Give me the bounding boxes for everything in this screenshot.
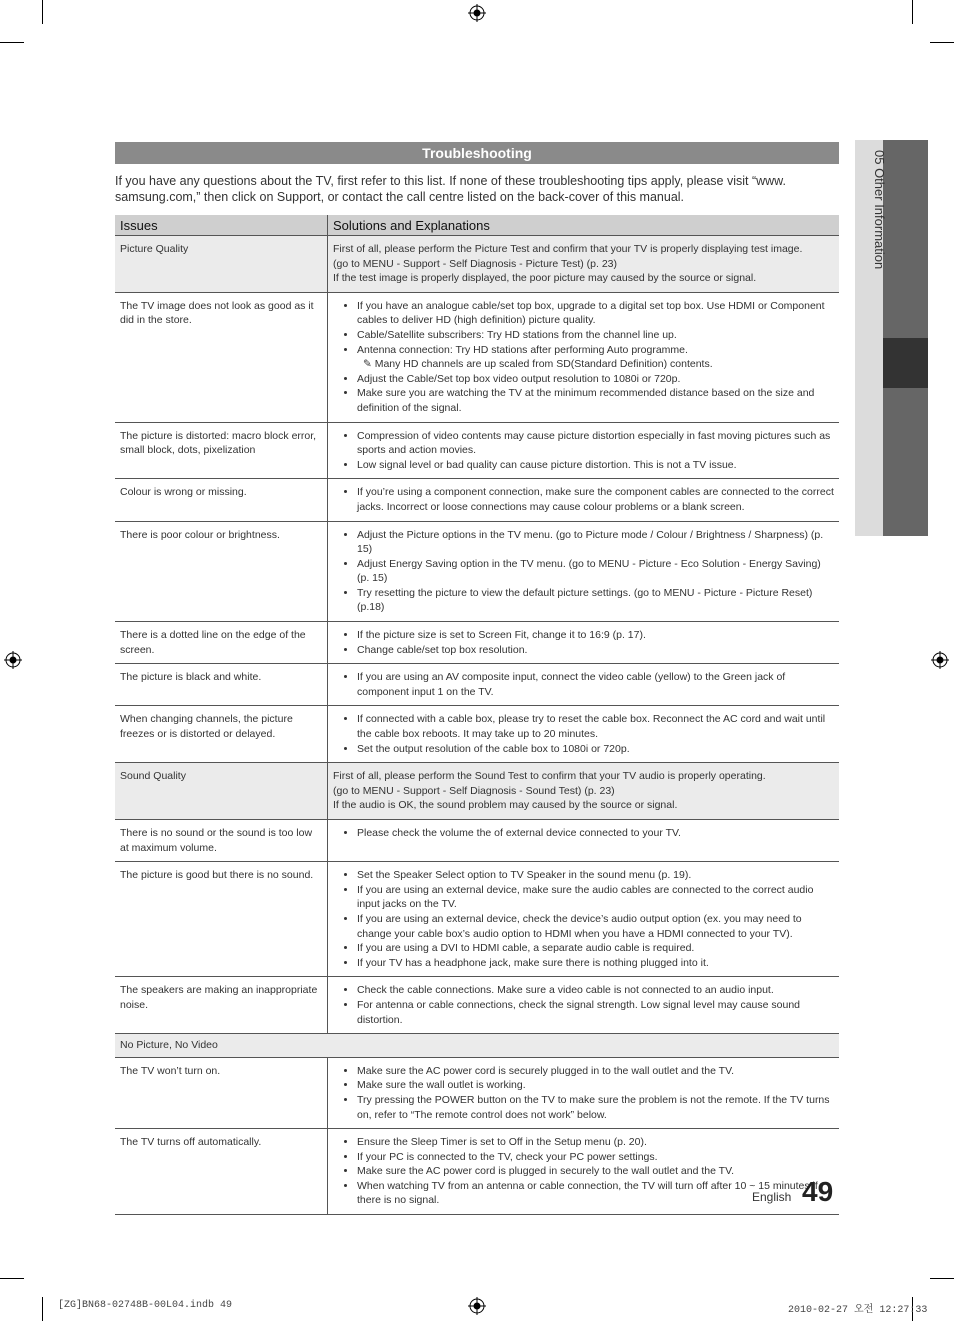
solution-item: • Adjust the Cable/Set top box video output resolution to 1080i or 720p.	[357, 372, 834, 387]
note-text: Many HD channels are up scaled from SD(Standard Definition) contents.	[374, 358, 713, 371]
solution-item: • Set the output resolution of the cable box to 1080i or 720p.	[357, 742, 834, 757]
solution-item: • Change cable/set top box resolution.	[357, 643, 834, 658]
issue-cell: The picture is black and white.	[115, 664, 328, 706]
table-row	[115, 236, 839, 293]
issue-cell: There is no sound or the sound is too low at maximum volume.	[115, 820, 328, 862]
solution-item: • For antenna or cable connections, check the signal strength. Low signal level may cause sound distortion.	[357, 998, 834, 1027]
issue-cell: There is poor colour or brightness.	[115, 521, 328, 622]
column-header-issues: Issues	[115, 215, 328, 236]
table-row	[115, 820, 839, 862]
crop-mark	[42, 0, 43, 24]
solution-item: • Make sure the AC power cord is plugged in securely to the wall outlet and the TV.	[357, 1164, 834, 1179]
solution-list	[333, 868, 834, 970]
issue-cell: There is a dotted line on the edge of the screen.	[115, 622, 328, 664]
crop-mark	[0, 1278, 24, 1279]
solution-line: (go to MENU - Support - Self Diagnosis - Picture Test) (p. 23)	[333, 257, 617, 270]
crop-mark	[42, 1297, 43, 1321]
solution-item: • Please check the volume the of external device connected to your TV.	[357, 826, 834, 841]
table-row	[115, 763, 839, 820]
solution-list	[333, 299, 834, 416]
crop-mark	[0, 42, 24, 43]
page-number: 49	[802, 1176, 834, 1207]
solution-cell	[328, 479, 840, 521]
registration-mark-icon	[931, 651, 949, 669]
solution-item: • If your PC is connected to the TV, check your PC power settings.	[357, 1150, 834, 1165]
issue-cell: The speakers are making an inappropriate noise.	[115, 977, 328, 1034]
solution-item: • Antenna connection: Try HD stations after performing Auto programme.	[357, 343, 834, 358]
registration-mark-icon	[4, 651, 22, 669]
issue-cell: The picture is distorted: macro block error, small block, dots, pixelization	[115, 422, 328, 479]
solution-item: • Compression of video contents may cause picture distortion especially in fast moving pictures such as sports and action movies.	[357, 429, 834, 458]
solution-item: • If you’re using a component connection, make sure the component cables are connected to the correct jacks. Incorrect or loose connections may cause colour problems or a blank screen.	[357, 485, 834, 514]
solution-cell	[328, 292, 840, 422]
solution-cell	[328, 236, 840, 293]
issue-cell: Picture Quality	[115, 236, 328, 293]
solution-item: • If you are using an AV composite input, connect the video cable (yellow) to the Green jack of component input 1 on the TV.	[357, 670, 834, 699]
solution-cell	[328, 664, 840, 706]
solution-item: • If you have an analogue cable/set top box, upgrade to a digital set top box. Use HDMI or Component cables to deliver HD (high definition) picture quality.	[357, 299, 834, 328]
solution-item: • Try pressing the POWER button on the TV to make sure the problem is not the remote. If the TV turns on, refer to “The remote control does not work” below.	[357, 1093, 834, 1122]
crop-mark	[912, 0, 913, 24]
solution-item: • If you are using an external device, make sure the audio cables are connected to the correct audio input jacks on the TV.	[357, 883, 834, 912]
issue-cell: The TV won’t turn on.	[115, 1057, 328, 1128]
solution-item: • If you are using a DVI to HDMI cable, a separate audio cable is required.	[357, 941, 834, 956]
table-row	[115, 706, 839, 763]
solution-item: • Check the cable connections. Make sure a video cable is not connected to an audio input.	[357, 983, 834, 998]
crop-mark	[930, 1278, 954, 1279]
table-row	[115, 1034, 839, 1058]
issue-cell: Colour is wrong or missing.	[115, 479, 328, 521]
print-slug-date: 2010-02-27 오전 12:27:33	[788, 1305, 928, 1316]
solution-cell	[328, 820, 840, 862]
solution-item: • When watching TV from an antenna or cable connection, the TV will turn off after 10 ~ 15 minutes if there is no signal.	[357, 1179, 834, 1208]
solution-cell	[328, 706, 840, 763]
column-header-solutions: Solutions and Explanations	[328, 215, 840, 236]
table-row	[115, 977, 839, 1034]
table-body	[115, 236, 839, 1215]
note-pencil-icon: ✎	[363, 358, 375, 371]
footer-language: English	[752, 1190, 792, 1204]
table-row	[115, 622, 839, 664]
solution-line: (go to MENU - Support - Self Diagnosis - Sound Test) (p. 23)	[333, 784, 615, 797]
issue-cell: The picture is good but there is no sound.	[115, 862, 328, 977]
solution-list	[333, 429, 834, 473]
solution-item: • Adjust Energy Saving option in the TV menu. (go to MENU - Picture - Eco Solution - Energy Saving) (p. 15)	[357, 557, 834, 586]
table-row	[115, 664, 839, 706]
solution-cell	[328, 521, 840, 622]
solution-line: First of all, please perform the Sound Test to confirm that your TV audio is properly operating.	[333, 770, 766, 783]
solution-line: If the test image is properly displayed, the poor picture may caused by the source or signal.	[333, 272, 757, 285]
solution-item: • Make sure the AC power cord is securely plugged in to the wall outlet and the TV.	[357, 1064, 834, 1079]
solution-item: • Set the Speaker Select option to TV Speaker in the sound menu (p. 19).	[357, 868, 834, 883]
issue-cell: The TV image does not look as good as it did in the store.	[115, 292, 328, 422]
solution-item: • If the picture size is set to Screen Fit, change it to 16:9 (p. 17).	[357, 628, 834, 643]
solution-cell	[328, 1057, 840, 1128]
solution-list	[333, 485, 834, 514]
solution-line: First of all, please perform the Picture Test and confirm that your TV is properly displaying test image.	[333, 243, 803, 255]
solution-cell	[328, 763, 840, 820]
solution-item: • Make sure you are watching the TV at the minimum recommended distance based on the size and definition of the signal.	[357, 386, 834, 415]
table-row	[115, 1057, 839, 1128]
troubleshooting-table	[115, 215, 839, 1215]
solution-item: • Ensure the Sleep Timer is set to Off in the Setup menu (p. 20).	[357, 1135, 834, 1150]
solution-list	[333, 628, 834, 657]
solution-list	[333, 826, 834, 841]
solution-cell	[328, 622, 840, 664]
issue-cell: The TV turns off automatically.	[115, 1129, 328, 1215]
solution-item: • Adjust the Picture options in the TV menu. (go to Picture mode / Colour / Brightness / Sharpness) (p. 15)	[357, 528, 834, 557]
table-row	[115, 521, 839, 622]
registration-mark-icon	[468, 1297, 486, 1315]
note-item	[357, 357, 834, 372]
solution-item: • If your TV has a headphone jack, make sure there is nothing plugged into it.	[357, 956, 834, 971]
solution-cell	[328, 422, 840, 479]
solution-item: • Make sure the wall outlet is working.	[357, 1078, 834, 1093]
solution-item: • If you are using an external device, check the device’s audio output option (ex. you may need to change your cable box’s audio option to HDMI when you have a HDMI connected to your TV).	[357, 912, 834, 941]
intro-paragraph: If you have any questions about the TV, first refer to this list. If none of these troubleshooting tips apply, please visit “www. samsung.com,” then click on Support, or contact the call centre listed on the back-cover of this manual.	[115, 174, 786, 204]
table-header-row	[115, 215, 839, 236]
print-slug-file: [ZG]BN68-02748B-00L04.indb 49	[58, 1300, 233, 1311]
side-tab-marker	[883, 338, 928, 388]
side-tab-label: 05 Other Information	[872, 150, 887, 270]
section-title: Troubleshooting	[115, 142, 839, 164]
crop-mark	[930, 42, 954, 43]
solution-line: If the audio is OK, the sound problem may caused by the source or signal.	[333, 799, 678, 812]
solution-list	[333, 983, 834, 1027]
issue-cell: Sound Quality	[115, 763, 328, 820]
solution-list	[333, 712, 834, 756]
section-row-label: No Picture, No Video	[115, 1034, 839, 1058]
solution-list	[333, 528, 834, 616]
registration-mark-icon	[468, 4, 486, 22]
solution-item: • Cable/Satellite subscribers: Try HD stations from the channel line up.	[357, 328, 834, 343]
solution-cell	[328, 977, 840, 1034]
solution-list	[333, 670, 834, 699]
issue-cell: When changing channels, the picture freezes or is distorted or delayed.	[115, 706, 328, 763]
table-row	[115, 862, 839, 977]
solution-item: • If connected with a cable box, please try to reset the cable box. Reconnect the AC cord and wait until the cable box reboots. It may take up to 20 minutes.	[357, 712, 834, 741]
table-row	[115, 292, 839, 422]
table-row	[115, 479, 839, 521]
solution-item: • Low signal level or bad quality can cause picture distortion. This is not a TV issue.	[357, 458, 834, 473]
solution-item: • Try resetting the picture to view the default picture settings. (go to MENU - Picture - Picture Reset) (p.18)	[357, 586, 834, 615]
table-row	[115, 422, 839, 479]
solution-cell	[328, 862, 840, 977]
solution-list	[333, 1064, 834, 1122]
table-row	[115, 1129, 839, 1215]
